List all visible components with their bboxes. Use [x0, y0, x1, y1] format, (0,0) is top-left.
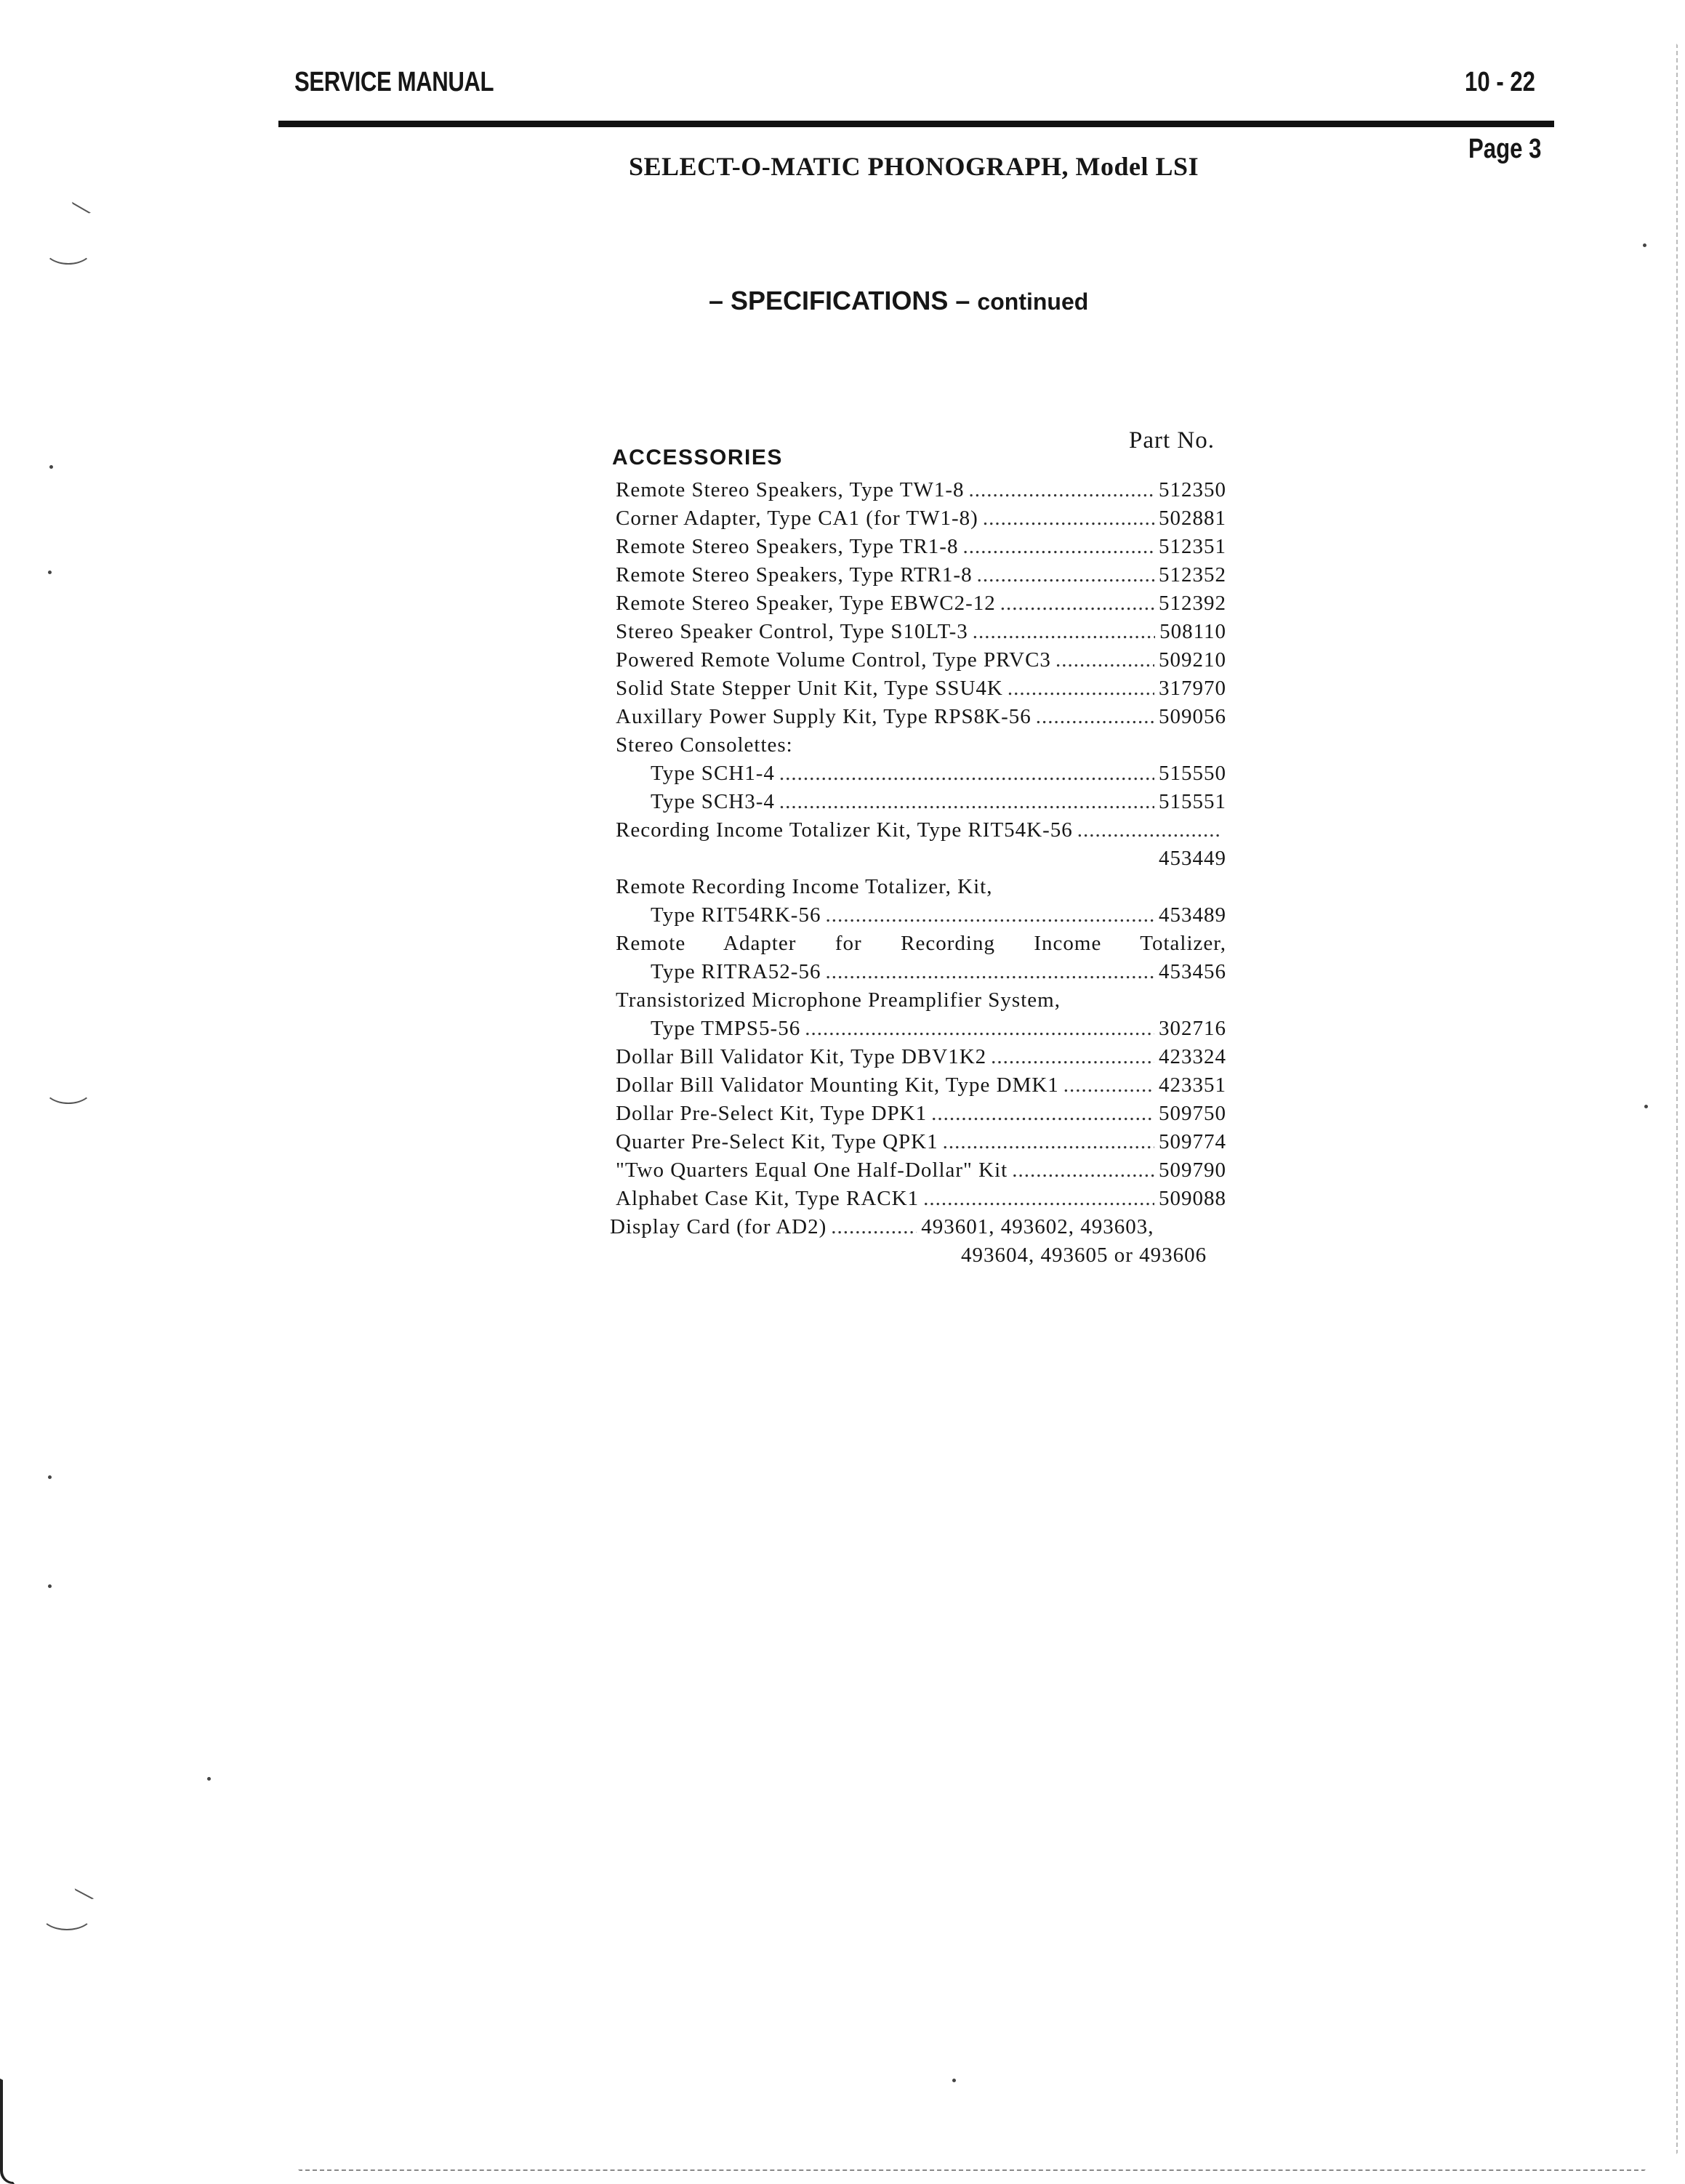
scan-edge	[298, 2169, 1646, 2172]
list-item: Remote Stereo Speakers, Type TR1-8 ..... 512351	[616, 535, 1226, 563]
part-number: 302716	[1159, 1017, 1226, 1040]
accessories-list	[610, 478, 1226, 1272]
part-number-row	[616, 1244, 1226, 1272]
list-item: Auxillary Power Supply Kit, Type RPS8K-56 ..... 509056	[616, 705, 1226, 733]
scan-edge	[1676, 44, 1679, 2154]
scan-mark	[44, 233, 93, 265]
list-item: Corner Adapter, Type CA1 (for TW1-8) ..... 502881	[616, 507, 1226, 535]
part-number: 509088	[1159, 1187, 1226, 1210]
scan-speck	[207, 1777, 211, 1781]
list-item: Quarter Pre-Select Kit, Type QPK1 ..... 509774	[616, 1130, 1226, 1159]
scan-mark	[40, 1897, 94, 1930]
list-item: Remote Stereo Speakers, Type RTR1-8 ..... 512352	[616, 563, 1226, 592]
part-number: 515550	[1159, 762, 1226, 785]
scan-speck	[1643, 243, 1646, 247]
part-number: 509210	[1159, 648, 1226, 672]
part-number: 512392	[1159, 592, 1226, 615]
list-item: Dollar Bill Validator Mounting Kit, Type DMK1 ..... 423351	[616, 1073, 1226, 1102]
part-no-heading: Part No.	[1129, 427, 1215, 454]
scan-mark	[44, 1072, 93, 1104]
part-number: 512352	[1159, 563, 1226, 587]
header-rule	[278, 121, 1554, 127]
part-number: 515551	[1159, 790, 1226, 813]
list-item: Alphabet Case Kit, Type RACK1 ..... 509088	[616, 1187, 1226, 1215]
scan-speck	[49, 465, 53, 469]
part-number: 453489	[1159, 903, 1226, 927]
part-number: 509056	[1159, 705, 1226, 728]
list-item: Display Card (for AD2) ..... 493601, 493602, 493603,	[610, 1215, 1226, 1244]
list-item: Dollar Bill Validator Kit, Type DBV1K2 ..... 423324	[616, 1045, 1226, 1073]
list-item: Type SCH1-4 ..... 515550	[616, 762, 1226, 790]
part-number: 508110	[1159, 620, 1226, 643]
document-title: SELECT-O-MATIC PHONOGRAPH, Model LSI	[629, 152, 1199, 181]
section-title	[709, 286, 1088, 316]
part-number: 493601, 493602, 493603,	[921, 1215, 1154, 1238]
accessories-heading: ACCESSORIES	[612, 446, 783, 470]
list-item: Remote Recording Income Totalizer, Kit,	[616, 875, 993, 898]
part-number: 512351	[1159, 535, 1226, 558]
part-number: 509790	[1159, 1159, 1226, 1182]
list-item: Type RIT54RK-56 ..... 453489	[616, 903, 1226, 932]
list-item: Remote Adapter for Recording Income Totalizer,	[616, 932, 1226, 955]
scan-speck	[1644, 1105, 1648, 1108]
part-number: 512350	[1159, 478, 1226, 501]
scan-mark	[71, 202, 91, 215]
consolettes-label: Stereo Consolettes:	[616, 733, 793, 757]
list-item: Transistorized Microphone Preamplifier System,	[616, 988, 1061, 1012]
list-item: Type TMPS5-56 ..... 302716	[616, 1017, 1226, 1045]
part-number: 493604, 493605 or 493606	[961, 1244, 1207, 1267]
list-item: Type RITRA52-56 ..... 453456	[616, 960, 1226, 988]
section-title-suffix: continued	[977, 289, 1089, 315]
part-number: 453456	[1159, 960, 1226, 983]
scan-edge	[0, 2079, 15, 2184]
list-item: Recording Income Totalizer Kit, Type RIT54K-56 .....	[616, 818, 1226, 847]
list-item: Solid State Stepper Unit Kit, Type SSU4K ..... 317970	[616, 677, 1226, 705]
scan-speck	[48, 1584, 52, 1588]
part-number-row	[616, 847, 1226, 875]
part-number: 509750	[1159, 1102, 1226, 1125]
part-number: 423324	[1159, 1045, 1226, 1068]
scan-speck	[48, 1475, 52, 1479]
list-item: Type SCH3-4 ..... 515551	[616, 790, 1226, 818]
header-doc-number: 10 - 22	[1465, 67, 1536, 97]
part-number: 317970	[1159, 677, 1226, 700]
list-item: Remote Stereo Speakers, Type TW1-8 ..... 512350	[616, 478, 1226, 507]
list-item: Stereo Speaker Control, Type S10LT-3 ..... 508110	[616, 620, 1226, 648]
list-item: "Two Quarters Equal One Half-Dollar" Kit ..... 509790	[616, 1159, 1226, 1187]
scan-speck	[952, 2079, 956, 2082]
list-item: Powered Remote Volume Control, Type PRVC3 ..... 509210	[616, 648, 1226, 677]
header-left: SERVICE MANUAL	[294, 67, 494, 97]
part-number: 509774	[1159, 1130, 1226, 1153]
list-item: Dollar Pre-Select Kit, Type DPK1 ..... 509750	[616, 1102, 1226, 1130]
section-title-main: – SPECIFICATIONS –	[709, 286, 970, 315]
list-item: Remote Stereo Speaker, Type EBWC2-12 ..... 512392	[616, 592, 1226, 620]
header-page-number: Page 3	[1468, 134, 1542, 164]
part-number: 502881	[1159, 507, 1226, 530]
part-number: 423351	[1159, 1073, 1226, 1097]
scan-speck	[48, 571, 52, 574]
part-number: 453449	[1159, 847, 1226, 870]
